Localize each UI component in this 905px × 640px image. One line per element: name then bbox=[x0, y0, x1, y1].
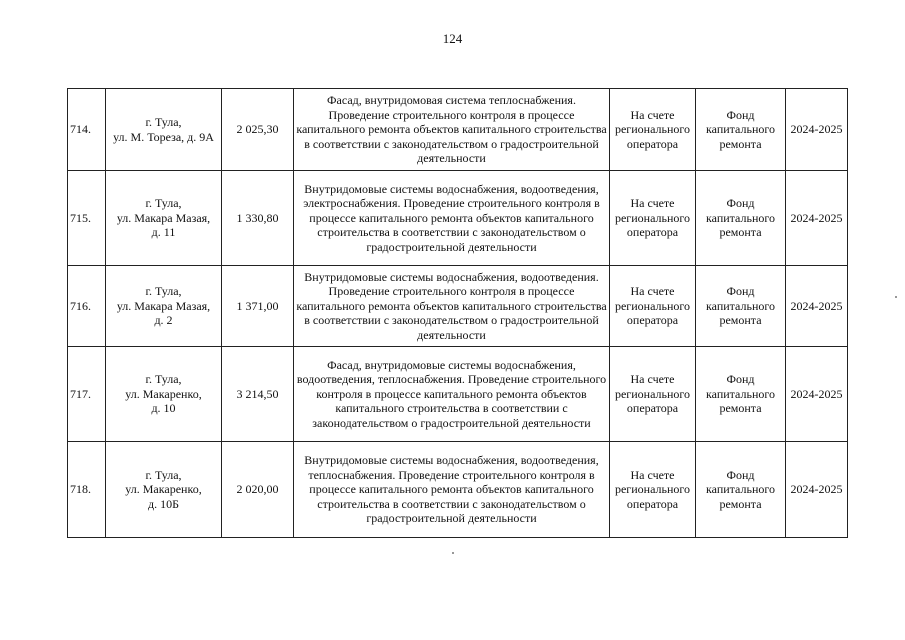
address-city: г. Тула, bbox=[145, 115, 182, 130]
row-number: 714. bbox=[68, 89, 106, 171]
table-row bbox=[68, 266, 848, 347]
work-description: Фасад, внутридомовая система теплоснабжения. Проведение строительного контроля в процессе капитального ремонта объектов капитального строительства в соответствии с законодательством о градостроительной деятельности bbox=[294, 89, 610, 171]
address-cell bbox=[106, 89, 222, 171]
address-extra: д. 10Б bbox=[148, 496, 179, 511]
address-cell bbox=[106, 442, 222, 538]
address-cell bbox=[106, 266, 222, 347]
funding-source: Фонд капитального ремонта bbox=[696, 171, 786, 266]
work-description: Внутридомовые системы водоснабжения, водоотведения, электроснабжения. Проведение строительного контроля в процессе капитального ремонта объектов капитального строительства в соответствии с законодательством о градостроительной деятельности bbox=[294, 171, 610, 266]
work-description: Фасад, внутридомовые системы водоснабжения, водоотведения, теплоснабжения. Проведение строительного контроля в процессе капитального ремонта объектов капитального строительства в соответствии с законодательством о градостроительной деятельности bbox=[294, 347, 610, 442]
funding-source: Фонд капитального ремонта bbox=[696, 89, 786, 171]
address-street: ул. Макаренко, bbox=[125, 386, 202, 401]
period-cell: 2024-2025 bbox=[786, 171, 848, 266]
funding-source: Фонд капитального ремонта bbox=[696, 442, 786, 538]
row-number: 718. bbox=[68, 442, 106, 538]
address-city: г. Тула, bbox=[145, 372, 182, 387]
capital-repair-table bbox=[67, 88, 848, 538]
address-cell bbox=[106, 171, 222, 266]
table-row bbox=[68, 442, 848, 538]
payer-cell: На счете регионального оператора bbox=[610, 266, 696, 347]
work-description: Внутридомовые системы водоснабжения, водоотведения. Проведение строительного контроля в процессе капитального ремонта объектов капитального строительства в соответствии с законодательством о градостроительной деятельности bbox=[294, 266, 610, 347]
payer-cell: На счете регионального оператора bbox=[610, 89, 696, 171]
scan-speck bbox=[452, 552, 454, 554]
row-number: 715. bbox=[68, 171, 106, 266]
address-street: ул. Макара Мазая, bbox=[116, 298, 211, 313]
funding-source: Фонд капитального ремонта bbox=[696, 266, 786, 347]
address-extra: д. 10 bbox=[151, 401, 176, 416]
funding-source: Фонд капитального ремонта bbox=[696, 347, 786, 442]
address-city: г. Тула, bbox=[145, 467, 182, 482]
table-row bbox=[68, 347, 848, 442]
address-city: г. Тула, bbox=[145, 284, 182, 299]
cost-cell: 3 214,50 bbox=[222, 347, 294, 442]
address-extra: д. 11 bbox=[151, 225, 176, 240]
address-extra: д. 2 bbox=[154, 313, 173, 328]
table-row bbox=[68, 171, 848, 266]
row-number: 716. bbox=[68, 266, 106, 347]
page-number: 124 bbox=[442, 31, 463, 46]
payer-cell: На счете регионального оператора bbox=[610, 171, 696, 266]
cost-cell: 1 330,80 bbox=[222, 171, 294, 266]
address-street: ул. Макара Мазая, bbox=[116, 210, 211, 225]
cost-cell: 2 025,30 bbox=[222, 89, 294, 171]
work-description: Внутридомовые системы водоснабжения, водоотведения, теплоснабжения. Проведение строительного контроля в процессе капитального ремонта объектов капитального строительства в соответствии с законодательством о градостроительной деятельности bbox=[294, 442, 610, 538]
period-cell: 2024-2025 bbox=[786, 266, 848, 347]
address-street: ул. М. Тореза, д. 9А bbox=[113, 129, 214, 144]
period-cell: 2024-2025 bbox=[786, 89, 848, 171]
scan-speck bbox=[895, 296, 897, 298]
payer-cell: На счете регионального оператора bbox=[610, 347, 696, 442]
cost-cell: 1 371,00 bbox=[222, 266, 294, 347]
period-cell: 2024-2025 bbox=[786, 347, 848, 442]
row-number: 717. bbox=[68, 347, 106, 442]
table-row bbox=[68, 89, 848, 171]
address-city: г. Тула, bbox=[145, 196, 182, 211]
period-cell: 2024-2025 bbox=[786, 442, 848, 538]
address-cell bbox=[106, 347, 222, 442]
cost-cell: 2 020,00 bbox=[222, 442, 294, 538]
address-street: ул. Макаренко, bbox=[125, 482, 202, 497]
payer-cell: На счете регионального оператора bbox=[610, 442, 696, 538]
